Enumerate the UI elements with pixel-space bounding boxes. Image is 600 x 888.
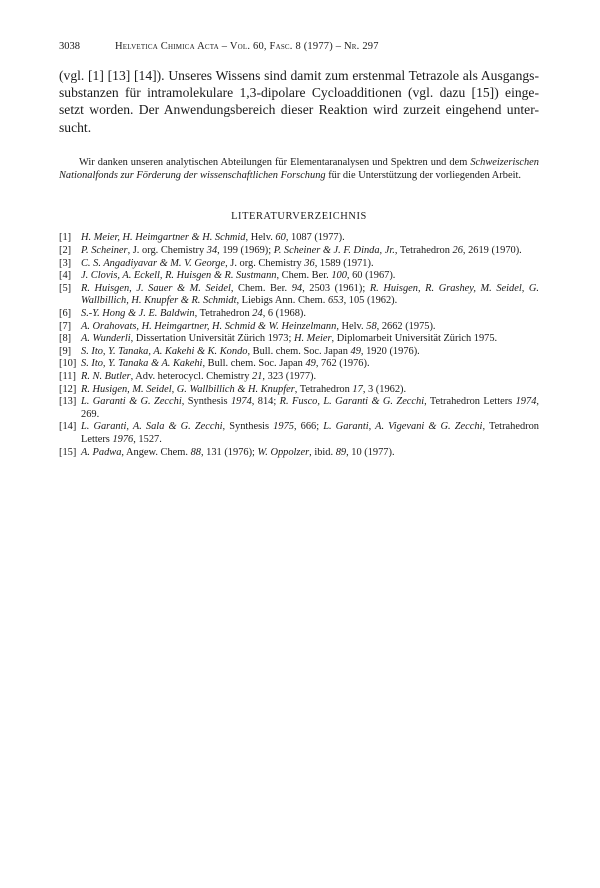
reference-segment: , 762 (1976). bbox=[315, 358, 370, 370]
reference-item bbox=[59, 447, 539, 460]
reference-text bbox=[81, 232, 539, 245]
reference-text bbox=[81, 447, 539, 460]
acknowledgement-text-end: für die Unterstützung der vorliegenden Arbeit. bbox=[325, 169, 521, 181]
reference-number: [11] bbox=[59, 370, 76, 382]
reference-text bbox=[81, 384, 539, 397]
reference-italic-segment: P. Scheiner & J. F. Dinda, Jr. bbox=[273, 245, 395, 256]
reference-item bbox=[59, 421, 539, 446]
reference-italic-segment: L. Garanti, A. Sala & G. Zecchi bbox=[81, 421, 223, 433]
reference-item bbox=[59, 270, 539, 283]
reference-segment: , Tetrahedron bbox=[394, 245, 453, 256]
reference-italic-segment: C. S. Angadiyavar & M. V. George bbox=[81, 257, 226, 269]
reference-segment: , Chem. Ber. bbox=[276, 270, 332, 282]
reference-number: [6] bbox=[59, 307, 72, 319]
reference-segment: , Synthesis bbox=[222, 421, 274, 433]
reference-number: [2] bbox=[59, 245, 72, 256]
acknowledgement-text-start: Wir danken unseren analytischen Abteilungen für Elementaranalysen und Spektren und dem bbox=[79, 156, 471, 168]
reference-item bbox=[59, 396, 539, 421]
reference-italic-segment: A. Padwa bbox=[81, 446, 122, 458]
reference-item bbox=[59, 232, 539, 245]
reference-number: [5] bbox=[59, 282, 72, 294]
reference-segment: , 131 (1976); bbox=[200, 446, 258, 458]
reference-italic-segment: 60 bbox=[275, 232, 286, 244]
reference-italic-segment: R. Fusco, L. Garanti & G. Zecchi bbox=[279, 396, 425, 408]
reference-text bbox=[81, 245, 539, 258]
running-header bbox=[59, 40, 539, 54]
reference-segment: , 60 (1967). bbox=[346, 270, 396, 282]
acknowledgement-funder: Schweizerischen Nationalfonds zur Förderung der wissenschaftlichen Forschung bbox=[59, 156, 539, 181]
reference-segment: , J. org. Chemistry bbox=[127, 245, 207, 256]
reference-italic-segment: 100 bbox=[331, 270, 347, 282]
reference-italic-segment: H. Meier, H. Heimgartner & H. Schmid bbox=[81, 232, 246, 244]
reference-italic-segment: R. N. Butler bbox=[81, 370, 131, 382]
reference-italic-segment: 1976 bbox=[112, 433, 134, 445]
reference-italic-segment: 34 bbox=[206, 245, 218, 256]
reference-number: [4] bbox=[59, 270, 72, 282]
reference-segment: , Dissertation Universität Zürich 1973; bbox=[130, 333, 294, 345]
reference-italic-segment: 49 bbox=[305, 358, 316, 370]
reference-italic-segment: 49 bbox=[350, 345, 361, 357]
reference-item bbox=[59, 384, 539, 397]
reference-item bbox=[59, 258, 539, 271]
reference-segment: , Tetrahedron bbox=[194, 307, 253, 319]
reference-segment: , Chem. Ber. bbox=[230, 282, 292, 294]
reference-segment: , Bull. chem. Soc. Japan bbox=[247, 345, 351, 357]
reference-number: [12] bbox=[59, 383, 77, 395]
reference-number: [9] bbox=[59, 345, 72, 357]
journal-page bbox=[59, 40, 539, 459]
reference-italic-segment: 94 bbox=[291, 282, 303, 294]
reference-text bbox=[81, 421, 539, 446]
reference-item bbox=[59, 321, 539, 334]
page-number: 3038 bbox=[59, 41, 80, 52]
reference-italic-segment: 58 bbox=[366, 320, 377, 332]
reference-italic-segment: A. Wunderli bbox=[81, 333, 131, 345]
reference-text bbox=[81, 321, 539, 334]
reference-item bbox=[59, 346, 539, 359]
journal-citation: Helvetica Chimica Acta – Vol. 60, Fasc. 8 (1977) – Nr. 297 bbox=[115, 41, 379, 52]
reference-segment: , Tetrahedron bbox=[294, 383, 353, 395]
reference-segment: , 1589 (1971). bbox=[314, 257, 374, 269]
reference-number: [13] bbox=[59, 396, 77, 408]
reference-italic-segment: 26 bbox=[452, 245, 463, 256]
acknowledgement bbox=[59, 157, 539, 183]
reference-segment: , Tetrahedron Letters bbox=[424, 396, 516, 408]
reference-number: [1] bbox=[59, 232, 72, 244]
reference-number: [8] bbox=[59, 333, 72, 345]
reference-italic-segment: 1974 bbox=[515, 396, 537, 408]
reference-text bbox=[81, 308, 539, 321]
reference-italic-segment: L. Garanti & G. Zecchi bbox=[81, 396, 182, 408]
reference-item bbox=[59, 358, 539, 371]
reference-italic-segment: S.-Y. Hong & J. E. Baldwin bbox=[81, 307, 195, 319]
reference-italic-segment: S. Ito, Y. Tanaka & A. Kakehi bbox=[81, 358, 203, 370]
reference-italic-segment: 36 bbox=[304, 257, 315, 269]
reference-italic-segment: W. Oppolzer bbox=[257, 446, 310, 458]
reference-italic-segment: A. Orahovats, H. Heimgartner, H. Schmid & W. Heinzelmann bbox=[81, 320, 337, 332]
reference-text bbox=[81, 396, 539, 421]
reference-italic-segment: L. Garanti, A. Vigevani & G. Zecchi bbox=[323, 421, 483, 433]
reference-item bbox=[59, 371, 539, 384]
reference-segment: , J. org. Chemistry bbox=[225, 257, 305, 269]
reference-segment: , 2662 (1975). bbox=[376, 320, 436, 332]
reference-italic-segment: R. Huisgen, R. Grashey, M. Seidel, G. Wallbillich, H. Knupfer & R. Schmidt bbox=[81, 282, 540, 307]
reference-italic-segment: 653 bbox=[327, 295, 344, 307]
reference-text bbox=[81, 346, 539, 359]
reference-segment: , 6 (1968). bbox=[262, 307, 306, 319]
reference-segment: , 105 (1962). bbox=[343, 295, 398, 307]
reference-italic-segment: 1974 bbox=[230, 396, 252, 408]
reference-segment: , ibid. bbox=[309, 446, 336, 458]
reference-italic-segment: S. Ito, Y. Tanaka, A. Kakehi & K. Kondo bbox=[81, 345, 248, 357]
reference-segment: , 3 (1962). bbox=[362, 383, 407, 395]
reference-italic-segment: R. Husigen, M. Seidel, G. Wallbillich & H. Knupfer bbox=[81, 383, 295, 395]
reference-number: [7] bbox=[59, 320, 72, 332]
reference-segment: , Bull. chem. Soc. Japan bbox=[202, 358, 306, 370]
reference-item bbox=[59, 333, 539, 346]
reference-text bbox=[81, 333, 539, 346]
reference-italic-segment: H. Meier bbox=[293, 333, 332, 345]
reference-segment: , Helv. bbox=[245, 232, 276, 244]
reference-segment: , 323 (1977). bbox=[262, 370, 317, 382]
reference-text bbox=[81, 358, 539, 371]
reference-segment: , 269. bbox=[81, 396, 539, 420]
reference-italic-segment: 88 bbox=[190, 446, 201, 458]
reference-segment: , 1920 (1976). bbox=[360, 345, 420, 357]
reference-number: [10] bbox=[59, 358, 77, 370]
reference-segment: , 1087 (1977). bbox=[285, 232, 345, 244]
references-heading: LITERATURVERZEICHNIS bbox=[231, 211, 367, 223]
reference-segment: , 1527. bbox=[133, 433, 162, 445]
reference-text bbox=[81, 258, 539, 271]
reference-list bbox=[59, 232, 539, 459]
reference-italic-segment: 24 bbox=[252, 307, 263, 319]
reference-segment: , Liebigs Ann. Chem. bbox=[236, 295, 328, 307]
reference-italic-segment: 21 bbox=[252, 370, 263, 382]
reference-segment: , Angew. Chem. bbox=[121, 446, 191, 458]
reference-italic-segment: R. Huisgen, J. Sauer & M. Seidel bbox=[81, 282, 231, 294]
reference-segment: , Tetrahedron Letters bbox=[81, 421, 539, 445]
reference-item bbox=[59, 308, 539, 321]
reference-segment: , Adv. heterocycl. Chemistry bbox=[130, 370, 253, 382]
reference-segment: , 666; bbox=[293, 421, 324, 433]
reference-number: [14] bbox=[59, 421, 77, 433]
reference-italic-segment: 1975 bbox=[273, 421, 294, 433]
reference-text bbox=[81, 283, 539, 308]
reference-italic-segment: 17 bbox=[352, 383, 363, 395]
reference-italic-segment: P. Scheiner bbox=[81, 245, 128, 256]
reference-segment: , 10 (1977). bbox=[346, 446, 395, 458]
reference-italic-segment: 89 bbox=[335, 446, 347, 458]
body-paragraph: (vgl. [1] [13] [14]). Unseres Wissens sind damit zum erstenmal Tetrazole als Ausgangs-substanzen für intramolekulare 1,3-dipolare Cycloadditionen (vgl. dazu [15]) einge-setzt worden. Der Anwendungsbereich dieser Reaktion wird zurzeit eingehend unter-sucht. bbox=[59, 68, 539, 135]
reference-segment: , 2619 (1970). bbox=[462, 245, 522, 256]
reference-segment: , Synthesis bbox=[181, 396, 231, 408]
reference-segment: , 814; bbox=[251, 396, 280, 408]
reference-item bbox=[59, 245, 539, 258]
reference-segment: , Helv. bbox=[336, 320, 367, 332]
reference-text bbox=[81, 371, 539, 384]
reference-number: [15] bbox=[59, 446, 77, 458]
reference-italic-segment: J. Clovis, A. Eckell, R. Huisgen & R. Sustmann bbox=[81, 270, 277, 282]
reference-segment: , Diplomarbeit Universität Zürich 1975. bbox=[331, 333, 498, 345]
reference-segment: , 2503 (1961); bbox=[302, 282, 370, 294]
reference-segment: , 199 (1969); bbox=[217, 245, 274, 256]
reference-text bbox=[81, 270, 539, 283]
reference-item bbox=[59, 283, 539, 308]
reference-number: [3] bbox=[59, 257, 72, 269]
